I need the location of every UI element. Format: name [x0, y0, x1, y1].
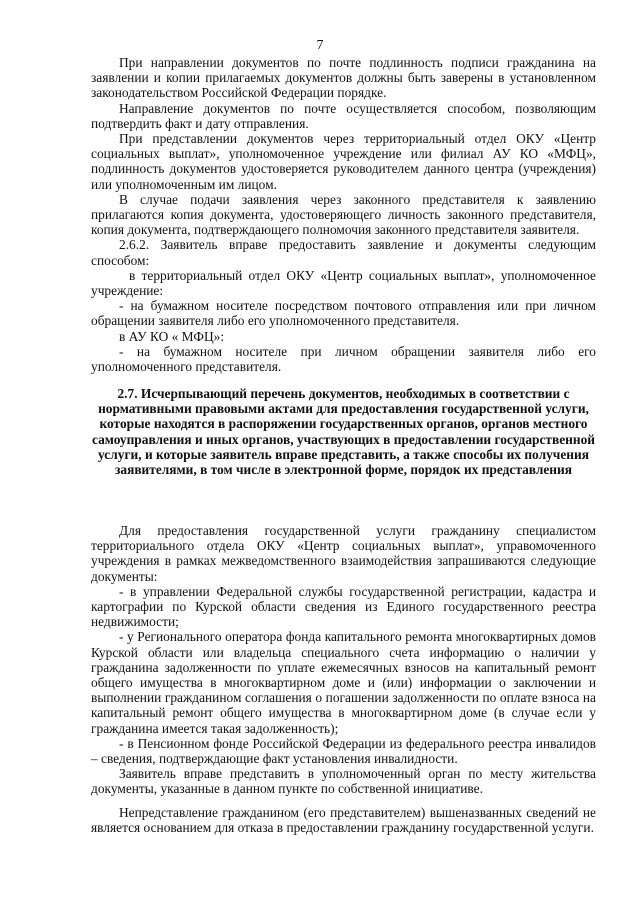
section-2-7-text: [91, 523, 596, 835]
paragraph: В случае подачи заявления через законного представителя к заявлению прилагаются копия документа, удостоверяющего личность законного представителя, копия документа, подтверждающего полномочия законного представителя заявителя.: [91, 191, 596, 238]
paragraph: в АУ КО « МФЦ»:: [119, 328, 225, 344]
paragraph: - на бумажном носителе посредством почтового отправления или при личном обращении заявителя либо его уполномоченного представителя.: [91, 298, 596, 329]
paragraph: - в управлении Федеральной службы государственной регистрации, кадастра и картографии по Курской области сведения из Единого государственного реестра недвижимости;: [91, 583, 596, 630]
paragraph: Направление документов по почте осуществляется способом, позволяющим подтвердить факт и дату отправления.: [91, 100, 596, 131]
paragraph: При представлении документов через территориальный отдел ОКУ «Центр социальных выплат», уполномоченное учреждение или филиал АУ КО «МФЦ», подлинность документов удостоверяется руководителем данного центра (учреждения) или уполномоченным им лицом.: [91, 131, 596, 192]
paragraph: Заявитель вправе представить в уполномоченный орган по месту жительства документы, указанные в данном пункте по собственной инициативе.: [91, 766, 596, 797]
paragraph: Для предоставления государственной услуги гражданину специалистом территориального отдела ОКУ «Центр социальных выплат», управомоченного учреждения в рамках межведомственного взаимодействия запрашиваются следующие документы:: [91, 523, 596, 584]
paragraph: - в Пенсионном фонде Российской Федерации из федерального реестра инвалидов – сведения, подтверждающие факт установления инвалидности.: [91, 735, 596, 767]
paragraph: При направлении документов по почте подлинность подписи гражданина на заявлении и копии прилагаемых документов должны быть заверены в установленном законодательством Российской Федерации порядке.: [91, 55, 596, 101]
paragraph: - у Регионального оператора фонда капитального ремонта многоквартирных домов Курской области или владельца специального счета информацию о наличии у гражданина задолженности по уплате ежемесячных взносов на капитальный ремонт общего имущества в многоквартирном доме и (или) информации о заключении и выполнении гражданином соглашения о погашении задолженности по оплате взноса на капитальный ремонт общего имущества в многоквартирном доме (в случае если у гражданина имеется такая задолженность);: [91, 629, 596, 736]
paragraph: 2.6.2. Заявитель вправе предоставить заявление и документы следующим способом:: [91, 237, 596, 268]
section-heading: 2.7. Исчерпывающий перечень документов, необходимых в соответствии с нормативными правовыми актами для предоставления государственной услуги, которые находятся в распоряжении государственных органов, органов местного самоуправления и иных органов, участвующих в предоставлении государственной услуги, и которые заявитель вправе представить, а также способы их получения заявителями, в том числе в электронной форме, порядок их представления: [91, 386, 596, 478]
paragraph: Непредставление гражданином (его представителем) вышеназванных сведений не является основанием для отказа в предоставлении гражданину государственной услуги.: [91, 804, 596, 835]
paragraph: в территориальный отдел ОКУ «Центр социальных выплат», уполномоченное учреждение:: [91, 267, 596, 299]
page-number: 7: [316, 38, 324, 53]
paragraph: - на бумажном носителе при личном обращении заявителя либо его уполномоченного представителя.: [91, 343, 596, 375]
section-2-6-text: [91, 55, 596, 374]
